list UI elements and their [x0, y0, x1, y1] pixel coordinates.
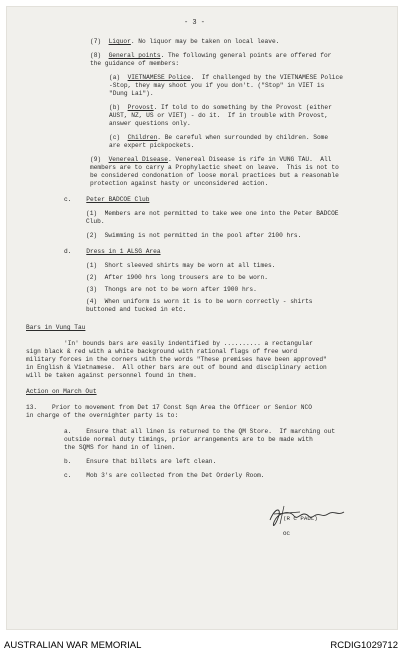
footer-record-id: RCDIG1029712 — [330, 640, 398, 651]
text-run: (1) Members are not permitted to take wee one into the Peter BADCOE — [86, 210, 339, 217]
text-line — [109, 104, 332, 112]
text-run: in charge of the overnighter party is to: — [26, 412, 179, 419]
text-run: (4) When uniform is worn it is to be worn correctly - shirts — [86, 298, 313, 305]
text-line — [90, 60, 179, 68]
text-run: AUST, NZ, US or VIET) - do it. If in trouble with Provost, — [109, 112, 329, 119]
text-line — [86, 262, 275, 270]
underlined-heading: Peter BADCOE Club — [86, 196, 150, 203]
text-line — [86, 298, 313, 306]
text-line — [64, 436, 313, 444]
signatory-rank: OC — [283, 530, 290, 537]
text-line — [86, 218, 105, 226]
text-run: . No liquor may be taken on local leave. — [130, 38, 280, 45]
text-line — [86, 232, 301, 240]
text-line — [64, 428, 335, 436]
text-line — [26, 324, 85, 332]
text-line — [64, 340, 313, 348]
text-run: (1) Short sleeved shirts may be worn at all times. — [86, 262, 276, 269]
underlined-heading: Dress in 1 ALSG Area — [86, 248, 161, 255]
text-run: . Be careful when surrounded by children. Some — [157, 134, 329, 141]
text-line — [109, 90, 154, 98]
document-page — [6, 6, 398, 630]
text-run: members are to carry a Prophylactic sheet on leave. This is not to — [90, 164, 339, 171]
text-line — [26, 348, 297, 356]
text-line — [26, 364, 327, 372]
text-run: in English & Vietnamese. All other bars are out of bound and disciplinary action — [26, 364, 327, 371]
text-run: a. Ensure that all linen is returned to the QM Store. If marching out — [64, 428, 336, 435]
text-line — [90, 172, 339, 180]
text-run: outside normal duty timings, prior arrangements are to be made with — [64, 436, 313, 443]
text-line — [64, 196, 149, 204]
underlined-heading: Bars in Vung Tau — [26, 324, 86, 331]
signatory-name: (R C PAUL) — [283, 515, 318, 522]
text-run: (9) — [90, 156, 109, 163]
underlined-heading: Children — [127, 134, 158, 141]
text-line — [64, 458, 216, 466]
text-run: c. Mob 3's are collected from the Det Orderly Room. — [64, 472, 265, 479]
text-run: protection against hasty or unconsidered action. — [90, 180, 269, 187]
text-line — [90, 52, 331, 60]
text-run: (2) Swimming is not permitted in the pool after 2100 hrs. — [86, 232, 302, 239]
footer-institution: AUSTRALIAN WAR MEMORIAL — [4, 640, 142, 651]
text-line — [86, 274, 268, 282]
page-number: - 3 - — [184, 19, 206, 27]
text-run: the SQMS for hand in of linen. — [64, 444, 176, 451]
text-run: sign black & red with a white background with rational flags of free word — [26, 348, 298, 355]
text-line — [26, 356, 327, 364]
text-run: 13. Prior to movement from Det 17 Const Sqn Area the Officer or Senior NCO — [26, 404, 312, 411]
text-run: 'In' bounds bars are easily indentified by .......... a rectangular — [64, 340, 313, 347]
text-run: (3) Thongs are not to be worn after 1900 hrs. — [86, 286, 257, 293]
text-run: (7) — [90, 38, 109, 45]
text-line — [26, 404, 312, 412]
text-line — [64, 472, 265, 480]
text-line — [90, 164, 339, 172]
text-run: . If told to do something by the Provost (either — [153, 104, 332, 111]
text-run: (2) After 1900 hrs long trousers are to be worn. — [86, 274, 268, 281]
text-line — [86, 286, 257, 294]
text-line — [26, 412, 178, 420]
text-run: . The following general points are offered for — [160, 52, 332, 59]
text-line — [86, 210, 339, 218]
text-line — [26, 388, 97, 396]
text-line — [90, 38, 279, 46]
text-line — [109, 120, 191, 128]
archive-footer — [0, 630, 404, 654]
text-run: will be taken against personnel found in them. — [26, 372, 197, 379]
text-line — [26, 372, 197, 380]
text-run: (8) — [90, 52, 109, 59]
text-line — [64, 248, 161, 256]
text-run: . If challenged by the VIETNAMESE Police — [190, 74, 343, 81]
underlined-heading: Liquor — [108, 38, 131, 45]
text-run: . Venereal Disease is rife in VUNG TAU. All — [168, 156, 332, 163]
text-line — [109, 74, 343, 82]
text-run: (b) — [109, 104, 128, 111]
text-line — [109, 112, 328, 120]
text-run: (a) — [109, 74, 128, 81]
text-run: buttoned and tucked in etc. — [86, 306, 187, 313]
underlined-heading: General points — [108, 52, 161, 59]
text-run: are expert pickpockets. — [109, 142, 195, 149]
underlined-heading: Action on March Out — [26, 388, 97, 395]
text-run: answer questions only. — [109, 120, 191, 127]
text-run: -Stop, they may shoot you if you don't. ("Stop" in VIET is — [109, 82, 325, 89]
text-line — [64, 444, 175, 452]
underlined-heading: Venereal Disease — [108, 156, 168, 163]
text-run: the guidance of members: — [90, 60, 180, 67]
text-run: b. Ensure that billets are left clean. — [64, 458, 217, 465]
text-run: be considered condonation of loose moral practices but a reasonable — [90, 172, 339, 179]
text-run: "Dung Lai"). — [109, 90, 154, 97]
text-line — [109, 82, 324, 90]
text-line — [86, 306, 186, 314]
underlined-heading: Provost — [127, 104, 154, 111]
text-run: d. — [64, 248, 87, 255]
text-run: Club. — [86, 218, 105, 225]
text-line — [109, 142, 194, 150]
text-line — [109, 134, 328, 142]
text-run: c. — [64, 196, 87, 203]
underlined-heading: VIETNAMESE Police — [127, 74, 191, 81]
text-line — [90, 180, 268, 188]
text-run: military forces in the corners with the words "These premises have been approved" — [26, 356, 327, 363]
text-line — [90, 156, 331, 164]
text-run: (c) — [109, 134, 128, 141]
